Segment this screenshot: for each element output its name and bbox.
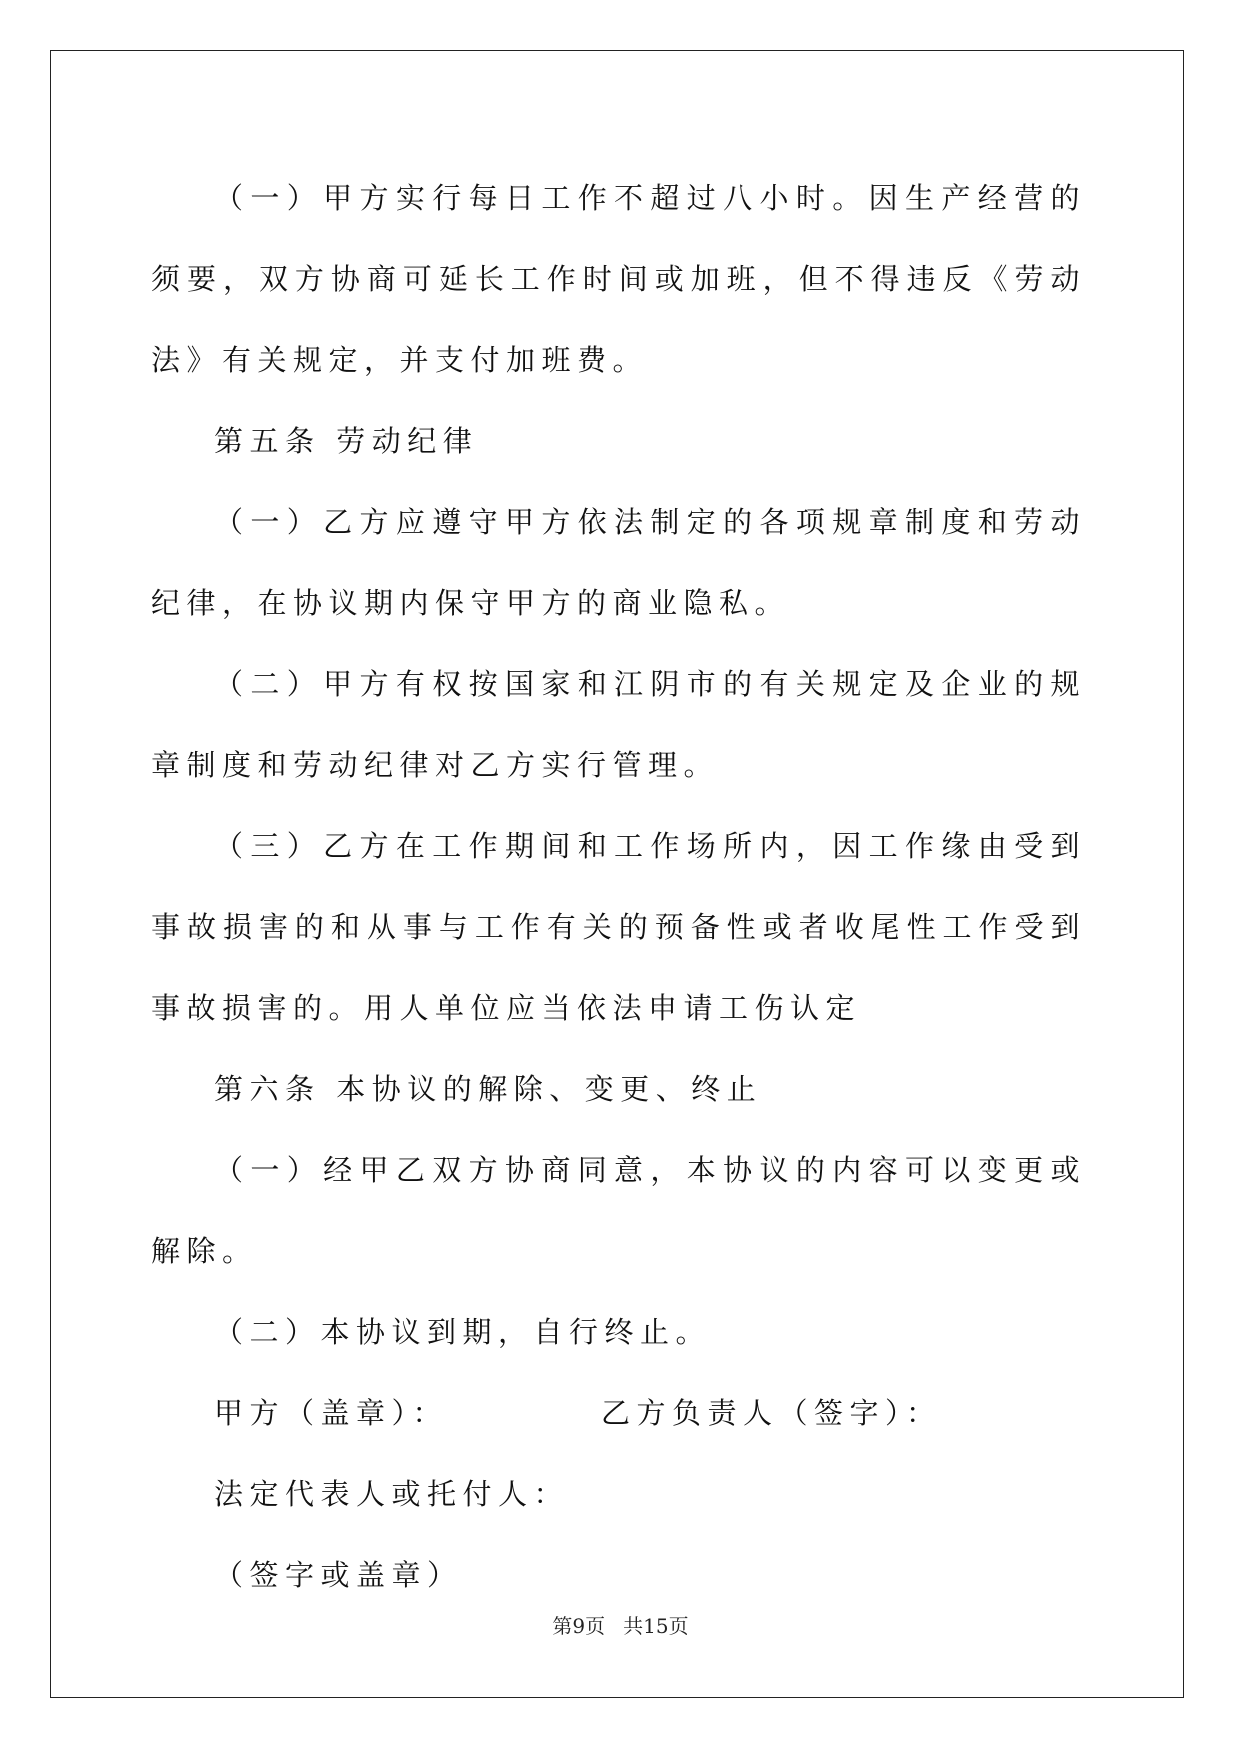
party-b-sign-label: 乙方负责人（签字）： xyxy=(601,1396,942,1430)
page-footer xyxy=(0,1610,1241,1639)
paragraph-termination-1: （一）经甲乙双方协商同意，本协议的内容可以变更或解除。 xyxy=(151,1153,1086,1268)
party-a-seal-label: 甲方（盖章）： xyxy=(214,1396,449,1430)
legal-representative-label: 法定代表人或托付人： xyxy=(214,1477,570,1511)
heading-article-5: 第五条 劳动纪律 xyxy=(214,424,479,458)
page-number-total: 共15页 xyxy=(623,1614,689,1638)
page-number-current: 第9页 xyxy=(552,1614,606,1638)
paragraph-discipline-2: （二）甲方有权按国家和江阴市的有关规定及企业的规章制度和劳动纪律对乙方实行管理。 xyxy=(151,667,1086,782)
sign-or-seal-label: （签字或盖章） xyxy=(214,1558,463,1592)
paragraph-work-hours: （一）甲方实行每日工作不超过八小时。因生产经营的须要，双方协商可延长工作时间或加班，但不得违反《劳动法》有关规定，并支付加班费。 xyxy=(151,181,1086,377)
heading-article-6: 第六条 本协议的解除、变更、终止 xyxy=(214,1072,763,1106)
document-body xyxy=(151,158,1086,1616)
signature-row xyxy=(151,1373,1086,1454)
paragraph-discipline-3: （三）乙方在工作期间和工作场所内，因工作缘由受到事故损害的和从事与工作有关的预备性或者收尾性工作受到事故损害的。用人单位应当依法申请工伤认定 xyxy=(151,829,1086,1025)
paragraph-termination-2: （二）本协议到期，自行终止。 xyxy=(214,1315,712,1349)
paragraph-discipline-1: （一）乙方应遵守甲方依法制定的各项规章制度和劳动纪律，在协议期内保守甲方的商业隐私。 xyxy=(151,505,1086,620)
